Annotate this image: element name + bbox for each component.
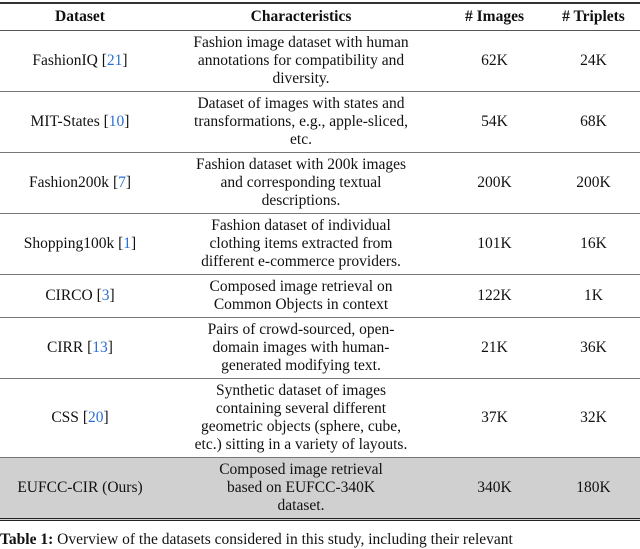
triplets-cell: 180K <box>547 458 640 520</box>
images-cell: 62K <box>442 31 547 92</box>
table-row <box>0 31 640 92</box>
table-caption <box>0 531 640 549</box>
characteristics-cell: Dataset of images with states and transformations, e.g., apple-sliced, etc. <box>160 92 442 153</box>
dataset-label: Fashion200k <box>28 174 110 191</box>
citation-link[interactable]: 1 <box>123 235 132 252</box>
caption-text: Overview of the datasets considered in this study, including their relevant <box>57 531 513 548</box>
header-triplets: # Triplets <box>547 3 640 31</box>
dataset-label: CSS <box>51 409 79 426</box>
dataset-name: Fashion200k [7] <box>0 153 160 214</box>
triplets-cell: 1K <box>547 275 640 318</box>
table-row <box>0 214 640 275</box>
images-cell: 54K <box>442 92 547 153</box>
dataset-name: CIRCO [3] <box>0 275 160 318</box>
dataset-label: CIRCO <box>45 287 93 304</box>
images-cell: 122K <box>442 275 547 318</box>
triplets-cell: 200K <box>547 153 640 214</box>
table-row <box>0 318 640 379</box>
images-cell: 200K <box>442 153 547 214</box>
citation-link[interactable]: 13 <box>92 339 108 356</box>
triplets-cell: 32K <box>547 379 640 458</box>
images-cell: 101K <box>442 214 547 275</box>
citation-link[interactable]: 20 <box>87 409 104 426</box>
characteristics-cell: Fashion dataset of individual clothing items extracted from different e-commerce providers. <box>160 214 442 275</box>
dataset-label: CIRR <box>47 339 84 356</box>
caption-label: Table 1: <box>0 531 54 548</box>
triplets-cell: 16K <box>547 214 640 275</box>
dataset-label: MIT-States <box>30 113 100 130</box>
triplets-cell: 24K <box>547 31 640 92</box>
characteristics-cell: Fashion image dataset with human annotations for compatibility and diversity. <box>160 31 442 92</box>
citation-link[interactable]: 10 <box>108 113 125 130</box>
table-row <box>0 275 640 318</box>
citation-link[interactable]: 3 <box>101 287 110 304</box>
dataset-name: Shopping100k [1] <box>0 214 160 275</box>
characteristics-cell: Composed image retrieval based on EUFCC-340K dataset. <box>160 458 442 520</box>
characteristics-cell: Pairs of crowd-sourced, open-domain images with human-generated modifying text. <box>160 318 442 379</box>
header-characteristics: Characteristics <box>160 3 442 31</box>
header-images: # Images <box>442 3 547 31</box>
table-row <box>0 379 640 458</box>
images-cell: 37K <box>442 379 547 458</box>
table-row-ours <box>0 458 640 520</box>
table-row <box>0 153 640 214</box>
images-cell: 21K <box>442 318 547 379</box>
dataset-label: FashionIQ <box>32 52 98 69</box>
dataset-label: Shopping100k <box>23 235 115 252</box>
characteristics-cell: Composed image retrieval on Common Objects in context <box>160 275 442 318</box>
dataset-name: CSS [20] <box>0 379 160 458</box>
dataset-name: FashionIQ [21] <box>0 31 160 92</box>
triplets-cell: 36K <box>547 318 640 379</box>
characteristics-cell: Synthetic dataset of images containing several different geometric objects (sphere, cube, etc.) sitting in a variety of layouts. <box>160 379 442 458</box>
images-cell: 340K <box>442 458 547 520</box>
datasets-table <box>0 2 640 521</box>
header-dataset: Dataset <box>0 3 160 31</box>
triplets-cell: 68K <box>547 92 640 153</box>
header-row <box>0 3 640 31</box>
dataset-name: EUFCC-CIR (Ours) <box>0 458 160 520</box>
characteristics-cell: Fashion dataset with 200k images and corresponding textual descriptions. <box>160 153 442 214</box>
table-row <box>0 92 640 153</box>
dataset-name: MIT-States [10] <box>0 92 160 153</box>
citation-link[interactable]: 7 <box>118 174 126 191</box>
dataset-name: CIRR [13] <box>0 318 160 379</box>
citation-link[interactable]: 21 <box>106 52 123 69</box>
